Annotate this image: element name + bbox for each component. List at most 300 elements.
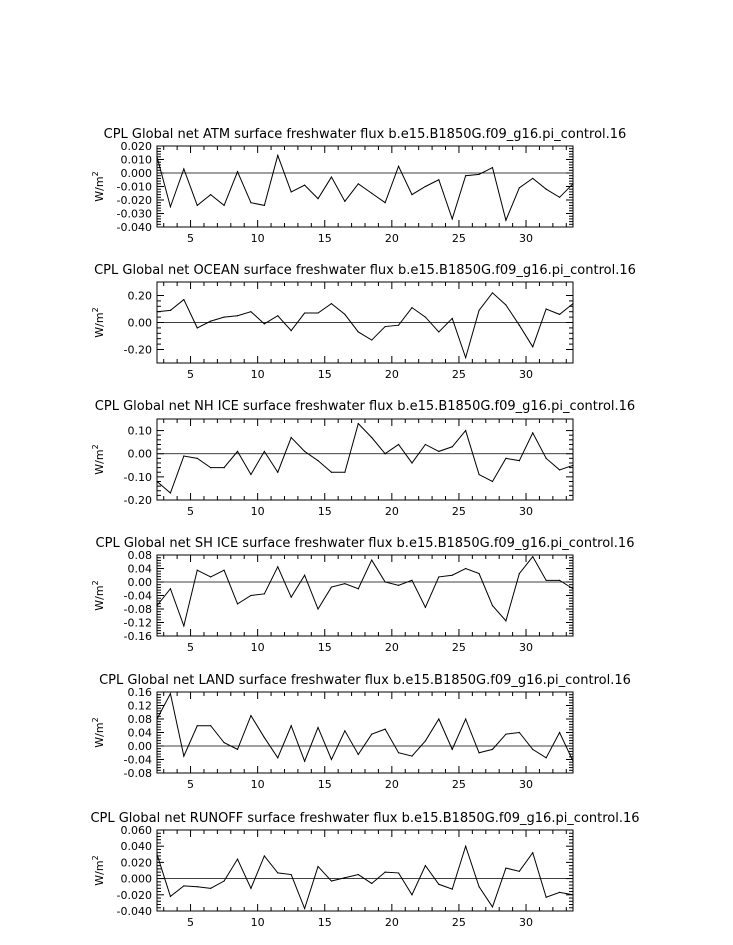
data-point bbox=[532, 178, 533, 179]
data-point bbox=[478, 310, 479, 311]
data-point bbox=[170, 693, 171, 694]
data-point bbox=[331, 880, 332, 881]
y-tick-label: -0.20 bbox=[123, 494, 152, 507]
data-point bbox=[344, 314, 345, 315]
data-point bbox=[519, 460, 520, 461]
y-tick-label: 0.000 bbox=[120, 872, 152, 886]
x-tick-label: 15 bbox=[317, 641, 332, 654]
data-point bbox=[519, 732, 520, 733]
data-point bbox=[572, 183, 573, 184]
x-tick-label: 25 bbox=[451, 916, 466, 929]
data-point bbox=[532, 556, 533, 557]
data-point bbox=[478, 752, 479, 753]
data-point bbox=[478, 573, 479, 574]
y-tick-label: -0.030 bbox=[116, 207, 152, 221]
data-point bbox=[291, 437, 292, 438]
data-point bbox=[237, 603, 238, 604]
data-point bbox=[519, 325, 520, 326]
data-point bbox=[183, 299, 184, 300]
data-point bbox=[452, 889, 453, 890]
data-point bbox=[264, 593, 265, 594]
data-point bbox=[237, 749, 238, 750]
chart-title: CPL Global net NH ICE surface freshwater flux b.e15.B1850G.f09_g16.pi_control.16 bbox=[94, 399, 636, 414]
data-point bbox=[385, 326, 386, 327]
y-axis-label-exponent: 2 bbox=[91, 717, 100, 723]
data-point bbox=[156, 481, 157, 482]
data-point bbox=[572, 761, 573, 762]
data-point bbox=[317, 312, 318, 313]
data-point bbox=[559, 469, 560, 470]
x-tick-label: 30 bbox=[519, 232, 534, 245]
data-point bbox=[559, 197, 560, 198]
data-point bbox=[398, 752, 399, 753]
data-point bbox=[452, 749, 453, 750]
data-point bbox=[304, 185, 305, 186]
data-point bbox=[425, 317, 426, 318]
data-point bbox=[411, 580, 412, 581]
data-point bbox=[505, 458, 506, 459]
plot-frame bbox=[157, 692, 573, 773]
y-axis-label-exponent: 2 bbox=[91, 307, 100, 313]
panel-2 bbox=[91, 263, 636, 381]
data-point bbox=[505, 620, 506, 621]
plot-frame bbox=[157, 555, 573, 636]
y-tick-label: -0.08 bbox=[123, 767, 152, 780]
data-point bbox=[210, 321, 211, 322]
data-point bbox=[385, 729, 386, 730]
data-point bbox=[344, 201, 345, 202]
data-point bbox=[344, 730, 345, 731]
data-point bbox=[559, 580, 560, 581]
y-tick-label: 0.060 bbox=[120, 824, 152, 837]
data-point bbox=[438, 576, 439, 577]
data-point bbox=[546, 189, 547, 190]
data-point bbox=[331, 176, 332, 177]
data-point bbox=[331, 586, 332, 587]
data-point bbox=[438, 451, 439, 452]
data-point bbox=[546, 757, 547, 758]
data-point bbox=[358, 331, 359, 332]
data-point bbox=[344, 472, 345, 473]
data-point bbox=[478, 174, 479, 175]
data-point bbox=[223, 570, 224, 571]
x-tick-label: 10 bbox=[250, 916, 265, 929]
data-point bbox=[304, 312, 305, 313]
x-tick-label: 30 bbox=[519, 505, 534, 518]
y-axis-label-unit: W/m bbox=[93, 312, 106, 338]
x-tick-label: 10 bbox=[250, 232, 265, 245]
data-point bbox=[371, 734, 372, 735]
data-point bbox=[291, 597, 292, 598]
data-point bbox=[358, 423, 359, 424]
y-tick-label: -0.040 bbox=[116, 221, 152, 234]
data-point bbox=[317, 866, 318, 867]
series-line bbox=[157, 694, 573, 762]
data-point bbox=[210, 194, 211, 195]
data-point bbox=[546, 580, 547, 581]
y-tick-label: 0.00 bbox=[127, 740, 152, 753]
x-tick-label: 30 bbox=[519, 368, 534, 381]
y-tick-label: 0.04 bbox=[127, 726, 152, 740]
data-point bbox=[411, 462, 412, 463]
data-point bbox=[492, 749, 493, 750]
data-point bbox=[572, 465, 573, 466]
x-tick-label: 15 bbox=[317, 916, 332, 929]
data-point bbox=[398, 325, 399, 326]
y-tick-label: -0.10 bbox=[123, 470, 152, 484]
x-tick-label: 25 bbox=[451, 505, 466, 518]
data-point bbox=[197, 886, 198, 887]
data-point bbox=[223, 467, 224, 468]
data-point bbox=[170, 588, 171, 589]
data-point bbox=[197, 725, 198, 726]
data-point bbox=[237, 859, 238, 860]
data-point bbox=[559, 892, 560, 893]
data-point bbox=[170, 310, 171, 311]
y-axis-label-exponent: 2 bbox=[91, 855, 100, 861]
data-point bbox=[532, 749, 533, 750]
data-point bbox=[438, 179, 439, 180]
x-tick-label: 25 bbox=[451, 232, 466, 245]
data-point bbox=[344, 877, 345, 878]
data-point bbox=[358, 588, 359, 589]
data-point bbox=[223, 742, 224, 743]
data-point bbox=[546, 308, 547, 309]
y-tick-label: 0.08 bbox=[127, 549, 152, 562]
data-point bbox=[438, 884, 439, 885]
data-point bbox=[505, 734, 506, 735]
x-tick-label: 5 bbox=[187, 916, 195, 929]
data-point bbox=[492, 292, 493, 293]
data-point bbox=[317, 198, 318, 199]
data-point bbox=[183, 625, 184, 626]
panel-1 bbox=[91, 127, 626, 245]
data-point bbox=[250, 715, 251, 716]
data-point bbox=[371, 437, 372, 438]
chart-title: CPL Global net OCEAN surface freshwater flux b.e15.B1850G.f09_g16.pi_control.16 bbox=[94, 263, 636, 278]
x-tick-label: 25 bbox=[451, 368, 466, 381]
y-tick-label: 0.010 bbox=[120, 153, 152, 167]
y-tick-label: 0.20 bbox=[127, 289, 152, 303]
data-point bbox=[237, 171, 238, 172]
data-point bbox=[237, 451, 238, 452]
data-point bbox=[317, 608, 318, 609]
data-point bbox=[223, 205, 224, 206]
data-point bbox=[250, 311, 251, 312]
x-tick-label: 20 bbox=[384, 641, 399, 654]
x-tick-label: 15 bbox=[317, 505, 332, 518]
data-point bbox=[264, 855, 265, 856]
data-point bbox=[277, 566, 278, 567]
data-point bbox=[210, 725, 211, 726]
data-point bbox=[478, 886, 479, 887]
y-tick-label: 0.12 bbox=[127, 699, 152, 713]
data-point bbox=[398, 444, 399, 445]
y-axis-label bbox=[91, 444, 106, 474]
y-axis-label bbox=[91, 855, 106, 885]
series-line bbox=[157, 557, 573, 626]
data-point bbox=[317, 460, 318, 461]
data-point bbox=[223, 317, 224, 318]
y-tick-label: 0.10 bbox=[127, 424, 152, 438]
x-tick-label: 15 bbox=[317, 232, 332, 245]
data-point bbox=[505, 304, 506, 305]
data-point bbox=[438, 718, 439, 719]
data-point bbox=[465, 568, 466, 569]
y-axis-label bbox=[91, 171, 106, 201]
data-point bbox=[183, 885, 184, 886]
data-point bbox=[197, 458, 198, 459]
y-tick-label: 0.16 bbox=[127, 686, 152, 699]
data-point bbox=[465, 357, 466, 358]
data-point bbox=[156, 854, 157, 855]
y-tick-label: -0.08 bbox=[123, 603, 152, 616]
data-point bbox=[304, 908, 305, 909]
data-point bbox=[465, 846, 466, 847]
data-point bbox=[559, 314, 560, 315]
y-tick-label: 0.000 bbox=[120, 167, 152, 180]
x-tick-label: 25 bbox=[451, 641, 466, 654]
data-point bbox=[425, 865, 426, 866]
panel-6 bbox=[90, 811, 639, 929]
y-tick-label: -0.040 bbox=[116, 905, 152, 918]
data-point bbox=[210, 467, 211, 468]
x-tick-label: 15 bbox=[317, 778, 332, 791]
panel-3 bbox=[91, 399, 635, 518]
x-tick-label: 20 bbox=[384, 916, 399, 929]
data-point bbox=[398, 166, 399, 167]
plot-frame bbox=[157, 830, 573, 911]
x-tick-label: 20 bbox=[384, 368, 399, 381]
x-tick-label: 5 bbox=[187, 641, 195, 654]
data-point bbox=[425, 444, 426, 445]
data-point bbox=[291, 874, 292, 875]
y-axis-label-unit: W/m bbox=[93, 449, 106, 475]
data-point bbox=[398, 872, 399, 873]
x-tick-label: 15 bbox=[317, 368, 332, 381]
x-tick-label: 5 bbox=[187, 232, 195, 245]
data-point bbox=[264, 205, 265, 206]
chart-title: CPL Global net LAND surface freshwater flux b.e15.B1850G.f09_g16.pi_control.16 bbox=[99, 673, 631, 688]
data-point bbox=[250, 202, 251, 203]
data-point bbox=[465, 175, 466, 176]
data-point bbox=[250, 595, 251, 596]
data-point bbox=[170, 206, 171, 207]
data-point bbox=[385, 581, 386, 582]
data-point bbox=[156, 156, 157, 157]
x-tick-label: 5 bbox=[187, 505, 195, 518]
data-point bbox=[465, 718, 466, 719]
data-point bbox=[197, 570, 198, 571]
data-point bbox=[237, 315, 238, 316]
y-tick-label: 0.00 bbox=[127, 316, 152, 330]
data-point bbox=[519, 871, 520, 872]
x-tick-label: 10 bbox=[250, 368, 265, 381]
y-tick-label: -0.020 bbox=[116, 888, 152, 902]
y-axis-label-exponent: 2 bbox=[91, 580, 100, 586]
data-point bbox=[170, 492, 171, 493]
data-point bbox=[519, 573, 520, 574]
data-point bbox=[291, 191, 292, 192]
y-axis-label bbox=[91, 307, 106, 337]
y-axis-label-unit: W/m bbox=[93, 176, 106, 202]
data-point bbox=[532, 346, 533, 347]
x-tick-label: 30 bbox=[519, 916, 534, 929]
data-point bbox=[331, 472, 332, 473]
data-point bbox=[546, 897, 547, 898]
data-point bbox=[250, 474, 251, 475]
data-point bbox=[183, 756, 184, 757]
y-axis-label-exponent: 2 bbox=[91, 171, 100, 177]
data-point bbox=[304, 575, 305, 576]
y-axis-label-exponent: 2 bbox=[91, 444, 100, 450]
y-axis-label-unit: W/m bbox=[93, 722, 106, 748]
data-point bbox=[277, 757, 278, 758]
data-point bbox=[385, 453, 386, 454]
y-tick-label: -0.20 bbox=[123, 343, 152, 357]
data-point bbox=[452, 218, 453, 219]
plot-frame bbox=[157, 146, 573, 227]
data-point bbox=[304, 761, 305, 762]
x-tick-label: 5 bbox=[187, 778, 195, 791]
y-tick-label: 0.040 bbox=[120, 840, 152, 854]
y-tick-label: 0.020 bbox=[120, 856, 152, 870]
data-point bbox=[425, 186, 426, 187]
data-point bbox=[492, 167, 493, 168]
x-tick-label: 10 bbox=[250, 641, 265, 654]
data-point bbox=[264, 451, 265, 452]
data-point bbox=[532, 432, 533, 433]
data-point bbox=[411, 894, 412, 895]
data-point bbox=[317, 727, 318, 728]
x-tick-label: 30 bbox=[519, 778, 534, 791]
data-point bbox=[452, 318, 453, 319]
panel-4 bbox=[91, 536, 634, 654]
data-point bbox=[371, 559, 372, 560]
y-tick-label: 0.020 bbox=[120, 140, 152, 153]
x-tick-label: 25 bbox=[451, 778, 466, 791]
y-axis-label-unit: W/m bbox=[93, 860, 106, 886]
data-point bbox=[505, 867, 506, 868]
y-axis-label bbox=[91, 580, 106, 610]
data-point bbox=[331, 759, 332, 760]
data-point bbox=[358, 874, 359, 875]
y-tick-label: 0.00 bbox=[127, 576, 152, 589]
data-point bbox=[277, 315, 278, 316]
data-point bbox=[532, 852, 533, 853]
data-point bbox=[156, 718, 157, 719]
data-point bbox=[425, 740, 426, 741]
data-point bbox=[277, 155, 278, 156]
y-axis-label-unit: W/m bbox=[93, 585, 106, 611]
data-point bbox=[170, 896, 171, 897]
y-tick-label: -0.010 bbox=[116, 180, 152, 194]
data-point bbox=[358, 754, 359, 755]
data-point bbox=[572, 303, 573, 304]
data-point bbox=[478, 474, 479, 475]
data-point bbox=[223, 880, 224, 881]
data-point bbox=[183, 168, 184, 169]
data-point bbox=[371, 883, 372, 884]
data-point bbox=[559, 732, 560, 733]
data-point bbox=[572, 588, 573, 589]
data-point bbox=[291, 330, 292, 331]
data-point bbox=[452, 446, 453, 447]
data-point bbox=[371, 193, 372, 194]
data-point bbox=[452, 575, 453, 576]
series-line bbox=[157, 424, 573, 493]
data-point bbox=[264, 323, 265, 324]
data-point bbox=[505, 220, 506, 221]
data-point bbox=[197, 327, 198, 328]
y-tick-label: -0.020 bbox=[116, 194, 152, 207]
data-point bbox=[210, 576, 211, 577]
x-tick-label: 10 bbox=[250, 505, 265, 518]
data-point bbox=[572, 894, 573, 895]
data-point bbox=[291, 725, 292, 726]
data-point bbox=[411, 756, 412, 757]
data-point bbox=[425, 607, 426, 608]
data-point bbox=[492, 906, 493, 907]
y-tick-label: -0.04 bbox=[123, 753, 152, 767]
data-point bbox=[438, 331, 439, 332]
data-point bbox=[519, 187, 520, 188]
chart-title: CPL Global net SH ICE surface freshwater flux b.e15.B1850G.f09_g16.pi_control.16 bbox=[95, 536, 635, 551]
data-point bbox=[210, 888, 211, 889]
data-point bbox=[156, 605, 157, 606]
data-point bbox=[385, 872, 386, 873]
y-tick-label: -0.16 bbox=[123, 630, 152, 643]
data-point bbox=[331, 303, 332, 304]
data-point bbox=[344, 583, 345, 584]
series-line bbox=[157, 846, 573, 908]
y-tick-label: -0.12 bbox=[123, 616, 152, 630]
panel-5 bbox=[91, 673, 631, 791]
data-point bbox=[492, 481, 493, 482]
data-point bbox=[250, 888, 251, 889]
data-point bbox=[277, 472, 278, 473]
x-tick-label: 20 bbox=[384, 232, 399, 245]
x-tick-label: 20 bbox=[384, 505, 399, 518]
y-tick-label: 0.08 bbox=[127, 713, 152, 726]
data-point bbox=[183, 455, 184, 456]
data-point bbox=[398, 585, 399, 586]
data-point bbox=[411, 307, 412, 308]
data-point bbox=[411, 194, 412, 195]
data-point bbox=[465, 430, 466, 431]
x-tick-label: 5 bbox=[187, 368, 195, 381]
x-tick-label: 20 bbox=[384, 778, 399, 791]
x-tick-label: 30 bbox=[519, 641, 534, 654]
data-point bbox=[371, 339, 372, 340]
y-tick-label: 0.04 bbox=[127, 562, 152, 576]
data-point bbox=[304, 451, 305, 452]
data-point bbox=[197, 205, 198, 206]
data-point bbox=[277, 872, 278, 873]
data-point bbox=[492, 605, 493, 606]
chart-title: CPL Global net ATM surface freshwater flux b.e15.B1850G.f09_g16.pi_control.16 bbox=[103, 127, 627, 142]
data-point bbox=[156, 311, 157, 312]
data-point bbox=[358, 183, 359, 184]
series-line bbox=[157, 155, 573, 220]
data-point bbox=[385, 202, 386, 203]
y-axis-label bbox=[91, 717, 106, 747]
data-point bbox=[264, 737, 265, 738]
y-tick-label: -0.04 bbox=[123, 589, 152, 603]
y-tick-label: 0.00 bbox=[127, 447, 152, 461]
x-tick-label: 10 bbox=[250, 778, 265, 791]
series-line bbox=[157, 293, 573, 358]
